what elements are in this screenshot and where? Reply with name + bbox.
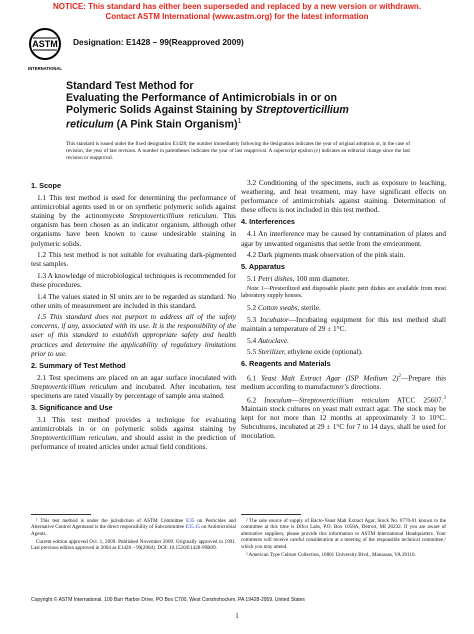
footnote-divider-right: [241, 514, 301, 515]
paragraph-5-3: 5.3 Incubator—Incubating equipment for this test method shall maintain a temperature of 29 ± 1°C.: [241, 315, 446, 334]
section-heading-interferences: 4. Interferences: [241, 217, 295, 227]
svg-text:ASTM: ASTM: [32, 39, 58, 49]
notice-line-1: NOTICE: This standard has either been superseded and replaced by a new version or withdrawn.: [52, 2, 422, 11]
section-heading-reagents: 6. Reagents and Materials: [241, 359, 331, 369]
title-line-4: reticulum (A Pink Stain Organism)$^1$: [66, 118, 242, 131]
paragraph-5-2: 5.2 Cotton swabs, sterile.: [247, 303, 321, 313]
paragraph-3-2: 3.2 Conditioning of the specimens, such as exposure to leaching, weathering, and heat treatment, may have significant effects on performance of antimicrobials against staining. Determination of these effects is not included in this test method.: [241, 178, 446, 215]
paragraph-1-5: 1.5 This standard does not purport to address all of the safety concerns, if any, associated with its use. It is the responsibility of the user of this standard to establish appropriate safety and health practices and determine the applicability of regulatory limitations prior to use.: [31, 312, 236, 358]
title-line-1: Standard Test Method for: [66, 80, 194, 92]
paragraph-4-2: 4.2 Dark pigments mask observation of the pink stain.: [247, 250, 406, 260]
paragraph-1-2: 1.2 This test method is not suitable for evaluating dark-pigmented test samples.: [31, 250, 236, 269]
paragraph-1-4: 1.4 The values stated in SI units are to be regarded as standard. No other units of measurement are included in this standard.: [31, 291, 236, 310]
title-line-2: Evaluating the Performance of Antimicrobials in or on: [66, 92, 337, 104]
paragraph-1-1: 1.1 This test method is used for determining the performance of antimicrobial agents used in or on synthetic polymeric solids against staining by the actinomycete Streptoverticillium reticulum. This organism has been chosen as an indicator organism, although other organisms have been known to cause undesirable staining in polymeric solids.: [31, 193, 236, 248]
standard-intro-note: This standard is issued under the fixed designation E1428; the number immediately following the designation indicates the year of original adoption or, in the case of revision, the year of last revision. A number in parentheses indicates the year of last reapproval. A superscript epsilon (ε) indicates an editorial change since the last revision or reapproval.: [66, 141, 410, 161]
paragraph-5-4: 5.4 Autoclave.: [247, 335, 289, 345]
footnotes-right: [241, 518, 446, 559]
left-column: [31, 178, 236, 454]
section-heading-summary: 2. Summary of Test Method: [31, 360, 126, 370]
document-title: [66, 80, 396, 131]
page-number: 1: [235, 612, 239, 620]
paragraph-3-1: 3.1 This test method provides a technique for evaluating antimicrobials in or on polymeric solids against staining by Streptoverticillium reticulum, and should assist in the prediction of performance of treated articles under actual field conditions.: [31, 415, 236, 452]
paragraph-5-1: 5.1 Petri dishes, 100 mm diameter.: [247, 274, 350, 284]
footnote-divider-left: [31, 514, 91, 515]
designation: Designation: E1428 – 99(Reapproved 2009): [73, 37, 244, 47]
section-heading-apparatus: 5. Apparatus: [241, 262, 285, 272]
paragraph-1-3: 1.3 A knowledge of microbiological techniques is recommended for these procedures.: [31, 270, 236, 289]
svg-text:INTERNATIONAL: INTERNATIONAL: [28, 66, 62, 71]
committee-link[interactable]: E35: [186, 518, 195, 524]
subcommittee-link[interactable]: E35.15: [185, 524, 200, 531]
section-heading-significance: 3. Significance and Use: [31, 403, 113, 413]
note-1: Note 1—Presterilized and disposable plastic petri dishes are available from most laboratory supply houses.: [241, 285, 446, 300]
footnotes-left: [31, 518, 236, 553]
notice-line-2: Contact ASTM International (www.astm.org) for the latest information: [105, 12, 369, 21]
withdrawal-notice: [0, 2, 474, 22]
paragraph-6-1: 6.1 Yeast Malt Extract Agar (ISP Medium 2)$^2$—Prepare this medium according to manufacturer’s directions.: [241, 372, 447, 392]
astm-logo: [28, 26, 62, 76]
paragraph-4-1: 4.1 An interference may be caused by contamination of plates and agar by unwanted organisms that settle from the environment.: [241, 229, 446, 248]
title-line-3: Polymeric Solids Against Staining by Streptoverticillium: [66, 104, 349, 116]
copyright-line: Copyright © ASTM International, 100 Barr Harbor Drive, PO Box C700, West Conshohocken, PA 19428-2959. United States: [31, 597, 305, 603]
paragraph-5-5: 5.5 Sterilizer, ethylene oxide (optional).: [247, 347, 363, 357]
section-heading-scope: 1. Scope: [31, 181, 62, 190]
paragraph-6-2: 6.2 Inoculum—Streptoverticillium reticulum ATCC 25607.$^3$ Maintain stock cultures on yeast malt extract agar. The stock may be kept for not more than 12 months at approximately 3 to 10°C. Subcultures, incubated at 29 ± 1°C for 7 to 14 days, shall be used for inoculation.: [241, 395, 446, 441]
footnote-1: ¹ This test method is under the jurisdiction of ASTM Committee E35 on Pesticides and Alternative Control Agentsand is the direct responsibility of Subcommittee E35.15 on Antimicrobial Agents.: [31, 518, 236, 537]
footnote-3: ³ American Type Culture Collection, 10801 University Blvd., Manassas, VA 20110.: [246, 551, 416, 558]
paragraph-2-1: 2.1 Test specimens are placed on an agar surface inoculated with Streptoverticillium reticulum and incubated. After incubation, test specimens are rated visually by percentage of sample area stained.: [31, 372, 236, 400]
footnote-1-edition: Current edition approved Oct. 1, 2009. Published November 2009. Originally approved in 1991. Last previous edition approved in 2004 as E1428 – 99(2004). DOI: 10.1520/E1428-99R09.: [31, 538, 236, 552]
right-column: [241, 178, 446, 443]
footnote-2: ² The sole source of supply of Bacto-Yeast Malt Extract Agar, Stock No. 0770-01 known to the committee at this time is Difco Labs, P.O. Box 1058A, Detroit, MI 28232. If you are aware of alternative suppliers, please provide this information to ASTM International Headquarters. Your comments will receive careful consideration at a meeting of the responsible technical committee,¹ which you may attend.: [241, 518, 446, 550]
